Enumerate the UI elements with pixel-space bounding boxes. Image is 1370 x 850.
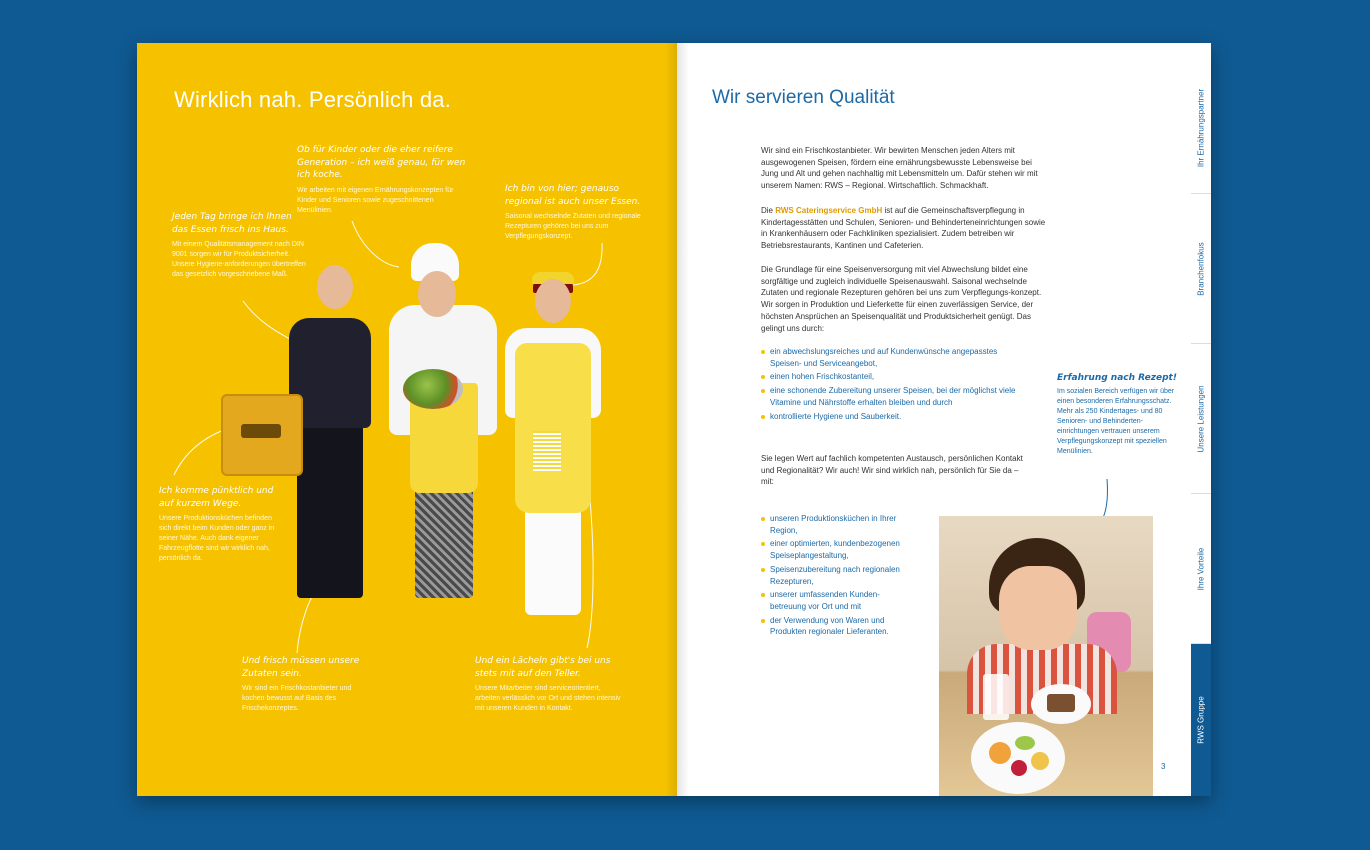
list-item: eine schonende Zubereitung unserer Speisen, bei der möglichst viele Vitamine und Nährstoffe erhalten bleiben und durch bbox=[761, 385, 1021, 408]
callout-delivery-text: Mit einem Qualitätsmanagement nach DIN 9001 sorgen wir für Produktsicherheit. Unsere Hygiene-anforderungen übertreffen das gesetzlich vorgeschriebene Maß. bbox=[172, 241, 306, 278]
left-page-title: Wirklich nah. Persönlich da. bbox=[174, 87, 452, 112]
page-number: 3 bbox=[1161, 762, 1166, 771]
callout-chef-heading: Ob für Kinder oder die eher reifere Generation – ich weiß genau, für wen ich koche. bbox=[297, 145, 466, 180]
callout-regional-heading: Ich bin von hier; genauso regional ist auch unser Essen. bbox=[505, 184, 641, 207]
company-paragraph-prefix: Die bbox=[761, 206, 774, 215]
intro-paragraph: Wir sind ein Frischkostanbieter. Wir bewirten Menschen jeden Alters mit ausgewogenen Speisen, fördern eine ernährungsbewusste Lebensweise bei Jung und Alt und gehen nachhaltig mit Lebensmitteln um. Dafür stehen wir mit unserem Namen: RWS – Regional. Wirtschaftlich. Schmackhaft. bbox=[761, 146, 1038, 191]
right-page bbox=[677, 43, 1211, 796]
brochure-spread bbox=[137, 43, 1211, 796]
left-page bbox=[137, 43, 677, 796]
sidebox-text: Im sozialen Bereich verfügen wir über einen besonderen Erfahrungsschatz. Mehr als 250 Kindertages- und 80 Senioren- und Behinderten-einrichtungen vertrauen unserem Verpflegungskonzept mit speziellen Menülinien. bbox=[1057, 388, 1175, 455]
callout-smile bbox=[475, 655, 625, 714]
tab-ihre-vorteile[interactable] bbox=[1191, 494, 1211, 644]
tab-label: Ihr Ernährungspartner bbox=[1196, 88, 1206, 167]
glass-of-milk-icon bbox=[983, 674, 1009, 720]
list-item: unseren Produktionsküchen in Ihrer Region, bbox=[761, 513, 911, 536]
list-item: einer optimierten, kundenbezogenen Speiseplangestaltung, bbox=[761, 538, 911, 561]
callout-punctual-heading: Ich komme pünktlich und auf kurzem Wege. bbox=[159, 486, 274, 509]
right-page-title: Wir servieren Qualität bbox=[712, 87, 895, 108]
callout-punctual-text: Unsere Produktionsküchen befinden sich direkt beim Kunden oder ganz in seiner Nähe. Auch dank eigener Fahrzeugflotte sind wir wirklich nah, persönlich da. bbox=[159, 515, 275, 562]
callout-delivery-heading: Jeden Tag bringe ich Ihnen das Essen frisch ins Haus. bbox=[172, 212, 292, 235]
tab-branchenfokus[interactable] bbox=[1191, 194, 1211, 344]
list-item: ein abwechslungsreiches und auf Kundenwünsche angepasstes Speisen- und Serviceangebot, bbox=[761, 346, 1021, 369]
list-item: der Verwendung von Waren und Produkten regionaler Lieferanten. bbox=[761, 615, 911, 638]
list-item: einen hohen Frischkostanteil, bbox=[761, 371, 1021, 383]
tab-unsere-leistungen[interactable] bbox=[1191, 344, 1211, 494]
tab-label: Ihre Vorteile bbox=[1196, 547, 1206, 590]
callout-regional-text: Saisonal wechselnde Zutaten und regionale Rezepturen gehören bei uns zum Verpflegungskonzept. bbox=[505, 213, 641, 240]
callout-smile-text: Unsere Mitarbeiter sind serviceorientiert, arbeiten verlässlich vor Ort und stehen intensiv mit unseren Kunden in Kontakt. bbox=[475, 685, 621, 712]
callout-regional bbox=[505, 183, 645, 242]
tab-ernaehrungspartner[interactable] bbox=[1191, 62, 1211, 194]
callout-fresh-heading: Und frisch müssen unsere Zutaten sein. bbox=[242, 656, 360, 679]
vegetable-bowl-icon bbox=[403, 369, 463, 409]
callout-fresh-text: Wir sind ein Frischkostanbieter und kochen bewusst auf Basis des Frischekonzeptes. bbox=[242, 685, 352, 712]
list-item: kontrollierte Hygiene und Sauberkeit. bbox=[761, 411, 1021, 423]
contact-paragraph: Sie legen Wert auf fachlich kompetenten Austausch, persönlichen Kontakt und Regionalität? Wir auch! Wir sind wirklich nah, persönlich für Sie da – mit: bbox=[761, 454, 1023, 487]
list-item: unserer umfassenden Kunden-betreuung vor Ort und mit bbox=[761, 589, 911, 612]
tab-label: Unsere Leistungen bbox=[1196, 384, 1206, 453]
child-face-shape bbox=[999, 566, 1077, 650]
callout-punctual bbox=[159, 485, 277, 564]
fruit-plate-icon bbox=[971, 722, 1065, 794]
callout-delivery bbox=[172, 211, 307, 280]
quality-paragraph: Die Grundlage für eine Speisenversorgung mit viel Abwechslung bildet eine sorgfältige und zugleich individuelle Speisenauswahl. Saisonal wechselnde Zutaten und regionale Rezepturen gehören bei uns zum Verpflegungs-konzept. Wir sorgen in Produktion und Lieferkette für einen zuverlässigen Service, der höchsten Ansprüchen an Speisenqualität und Produktsicherheit genügt. Das gelingt uns durch: bbox=[761, 265, 1042, 333]
callout-fresh bbox=[242, 655, 367, 714]
tab-label: RWS Gruppe bbox=[1196, 696, 1206, 744]
callout-chef bbox=[297, 144, 467, 216]
side-tab-navigation bbox=[1191, 62, 1211, 796]
sidebox-title: Erfahrung nach Rezept! bbox=[1057, 373, 1177, 383]
list-item: Speisenzubereitung nach regionalen Rezepturen, bbox=[761, 564, 911, 587]
company-paragraph-rest: ist auf die Gemeinschaftsverpflegung in Kindertagesstätten und Schulen, Senioren- und Behinderteneinrichtungen sowie in Krankenhäusern oder Fachkliniken spezialisiert. Zudem betreiben wir Betriebsrestaurants, Kantinen und Cafeterien. bbox=[761, 206, 1046, 251]
callout-chef-text: Wir arbeiten mit eigenen Ernährungskonzepten für Kinder und Senioren sowie zugeschnittenen Menülinien. bbox=[297, 186, 454, 214]
food-container-icon bbox=[221, 394, 303, 476]
callout-smile-heading: Und ein Lächeln gibt's bei uns stets mit auf den Teller. bbox=[475, 656, 611, 679]
tab-label: Branchenfokus bbox=[1196, 241, 1206, 296]
company-name: RWS Cateringservice GmbH bbox=[775, 206, 883, 215]
tab-rws-gruppe[interactable] bbox=[1191, 644, 1211, 796]
child-photo bbox=[939, 516, 1153, 796]
bread-icon bbox=[1047, 694, 1075, 712]
